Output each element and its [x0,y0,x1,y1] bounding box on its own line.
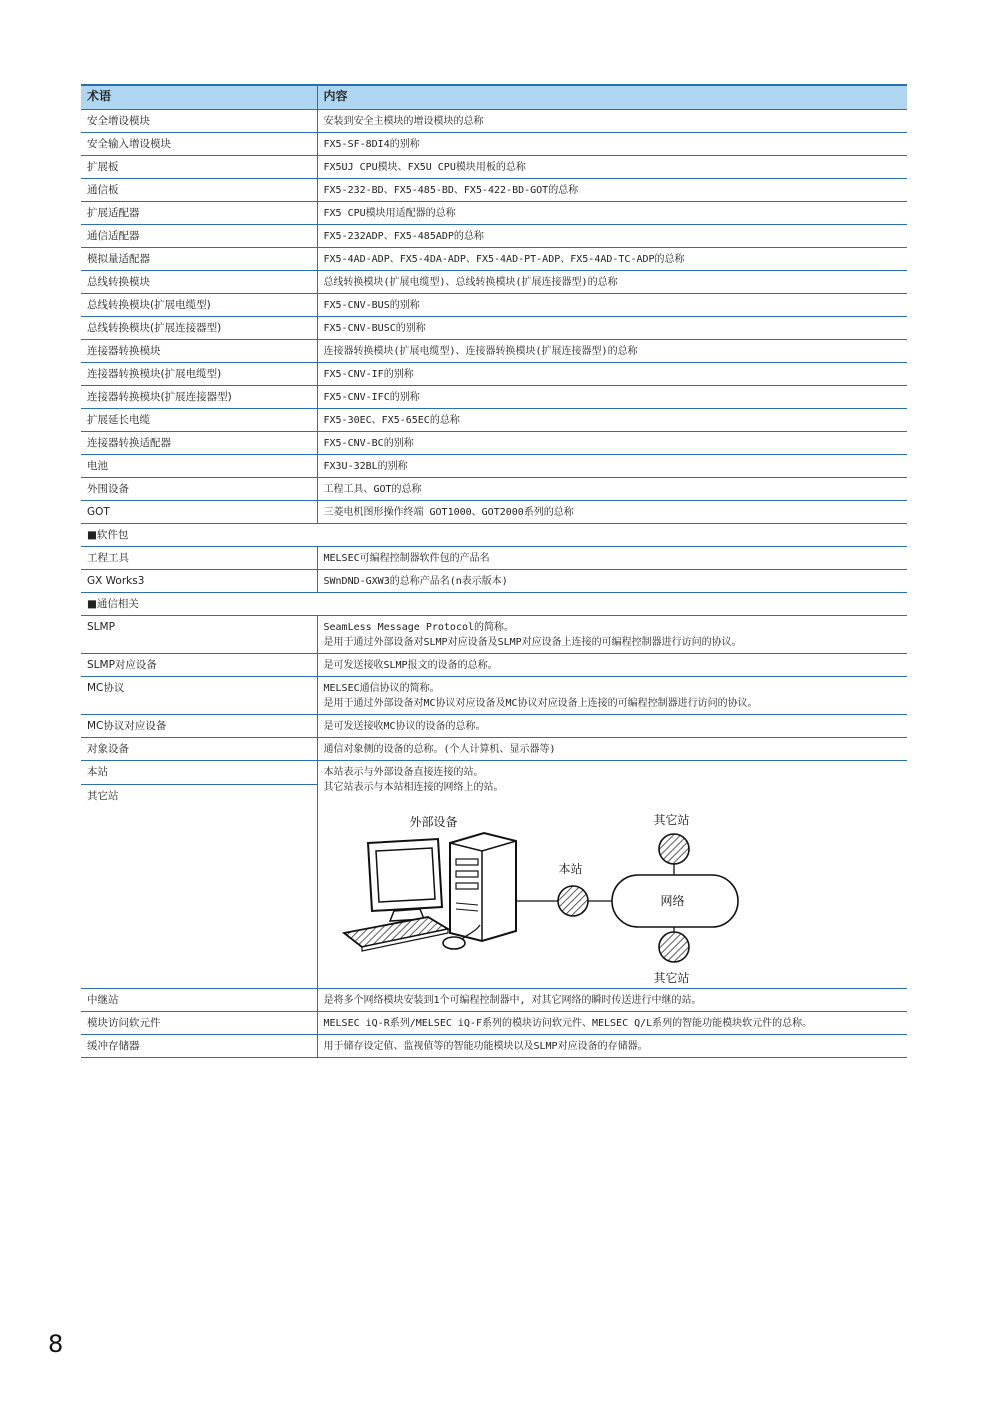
content-cell: 三菱电机图形操作终端 GOT1000、GOT2000系列的总称 [317,501,907,524]
table-row [81,432,907,455]
content-cell: FX5-232-BD、FX5-485-BD、FX5-422-BD-GOT的总称 [317,179,907,202]
term-cell: MC协议对应设备 [81,715,317,738]
section-communication: ■通信相关 [81,593,907,616]
network-diagram [324,795,884,985]
table-row [81,386,907,409]
content-cell: FX5-CNV-IFC的别称 [317,386,907,409]
content-cell: FX5-CNV-BUSC的别称 [317,317,907,340]
term-cell: 扩展延长电缆 [81,409,317,432]
term-cell: 扩展板 [81,156,317,179]
table-row [81,294,907,317]
header-term: 术语 [81,85,317,110]
term-cell: 总线转换模块 [81,271,317,294]
table-row [81,1035,907,1058]
content-cell: 是将多个网络模块安装到1个可编程控制器中, 对其它网络的瞬时传送进行中继的站。 [317,989,907,1012]
term-cell: 通信适配器 [81,225,317,248]
host-station-node [558,886,588,916]
term-cell: SLMP对应设备 [81,654,317,677]
external-device-label: 外部设备 [409,815,458,829]
other-station-bottom-label: 其它站 [653,971,690,985]
term-cell: GOT [81,501,317,524]
table-row [81,501,907,524]
term-cell: 外围设备 [81,478,317,501]
network-label: 网络 [660,894,685,908]
content-cell: 总线转换模块(扩展电缆型)、总线转换模块(扩展连接器型)的总称 [317,271,907,294]
header-content: 内容 [317,85,907,110]
network-diagram-graphic [324,795,884,985]
other-station-bottom-node [659,932,689,962]
table-row [81,133,907,156]
content-line: 本站表示与外部设备直接连接的站。 [323,767,484,778]
term-cell: SLMP [81,616,317,654]
table-row [81,271,907,294]
table-row [81,340,907,363]
keyboard-icon [344,917,448,951]
table-row [81,179,907,202]
term-cell: 总线转换模块(扩展电缆型) [81,294,317,317]
table-row [81,248,907,271]
term-cell: 安全输入增设模块 [81,133,317,156]
content-cell: 工程工具、GOT的总称 [317,478,907,501]
table-row [81,989,907,1012]
term-cell: 连接器转换模块(扩展电缆型) [81,363,317,386]
content-cell: FX3U-32BL的别称 [317,455,907,478]
table-row [81,225,907,248]
term-cell: 连接器转换适配器 [81,432,317,455]
content-cell: MELSEC iQ-R系列/MELSEC iQ-F系列的模块访问软元件、MELSEC Q/L系列的智能功能模块软元件的总称。 [317,1012,907,1035]
other-station-top-node [659,834,689,864]
table-row [81,570,907,593]
content-cell [317,761,907,989]
content-line: SeamLess Message Protocol的简称。 [323,622,515,633]
table-row [81,363,907,386]
content-cell: FX5UJ CPU模块、FX5U CPU模块用板的总称 [317,156,907,179]
table-row [81,616,907,654]
term-cell: 扩展适配器 [81,202,317,225]
content-cell: FX5-30EC、FX5-65EC的总称 [317,409,907,432]
terms-table [81,84,907,1058]
term-cell: 模块访问软元件 [81,1012,317,1035]
term-cell: GX Works3 [81,570,317,593]
term-cell: 总线转换模块(扩展连接器型) [81,317,317,340]
content-cell: 连接器转换模块(扩展电缆型)、连接器转换模块(扩展连接器型)的总称 [317,340,907,363]
content-cell: FX5-CNV-BC的别称 [317,432,907,455]
content-cell: 是可发送接收SLMP报文的设备的总称。 [317,654,907,677]
pc-tower-icon [450,833,516,941]
term-cell: 其它站 [81,785,317,989]
content-cell: 是可发送接收MC协议的设备的总称。 [317,715,907,738]
term-cell: 中继站 [81,989,317,1012]
content-cell: FX5-CNV-BUS的别称 [317,294,907,317]
content-cell: SWnDND-GXW3的总称产品名(n表示版本) [317,570,907,593]
table-row [81,547,907,570]
content-cell: FX5-232ADP、FX5-485ADP的总称 [317,225,907,248]
page-number: 8 [48,1330,64,1358]
term-cell: 电池 [81,455,317,478]
other-station-top-label: 其它站 [653,813,690,827]
term-cell: MC协议 [81,677,317,715]
content-cell: 用于储存设定值、监视值等的智能功能模块以及SLMP对应设备的存储器。 [317,1035,907,1058]
content-line: 是用于通过外部设备对MC协议对应设备及MC协议对应设备上连接的可编程控制器进行访问的协议。 [323,698,758,709]
table-row [81,677,907,715]
content-cell: FX5-4AD-ADP、FX5-4DA-ADP、FX5-4AD-PT-ADP、FX5-4AD-TC-ADP的总称 [317,248,907,271]
table-row [81,317,907,340]
content-cell: 通信对象侧的设备的总称。(个人计算机、显示器等) [317,738,907,761]
term-cell: 安全增设模块 [81,110,317,133]
table-row [81,738,907,761]
table-row [81,654,907,677]
table-row [81,110,907,133]
term-cell: 缓冲存储器 [81,1035,317,1058]
section-software: ■软件包 [81,524,907,547]
content-cell [317,677,907,715]
table-row [81,455,907,478]
term-cell: 工程工具 [81,547,317,570]
table-row [81,761,907,785]
host-station-label: 本站 [558,862,583,876]
term-cell: 对象设备 [81,738,317,761]
term-cell: 连接器转换模块(扩展连接器型) [81,386,317,409]
content-line: 其它站表示与本站相连接的网络上的站。 [323,782,504,793]
table-row [81,202,907,225]
content-cell: FX5 CPU模块用适配器的总称 [317,202,907,225]
term-cell: 连接器转换模块 [81,340,317,363]
monitor-icon [368,839,442,921]
table-row [81,715,907,738]
table-row [81,409,907,432]
table-row [81,478,907,501]
content-cell: 安装到安全主模块的增设模块的总称 [317,110,907,133]
table-row [81,1012,907,1035]
term-cell: 通信板 [81,179,317,202]
term-cell: 模拟量适配器 [81,248,317,271]
content-line: 是用于通过外部设备对SLMP对应设备及SLMP对应设备上连接的可编程控制器进行访问的协议。 [323,637,742,648]
content-line: MELSEC通信协议的简称。 [323,683,440,694]
content-cell: FX5-SF-8DI4的别称 [317,133,907,156]
table-row [81,156,907,179]
content-cell: FX5-CNV-IF的别称 [317,363,907,386]
content-cell [317,616,907,654]
content-cell: MELSEC可编程控制器软件包的产品名 [317,547,907,570]
term-cell: 本站 [81,761,317,785]
